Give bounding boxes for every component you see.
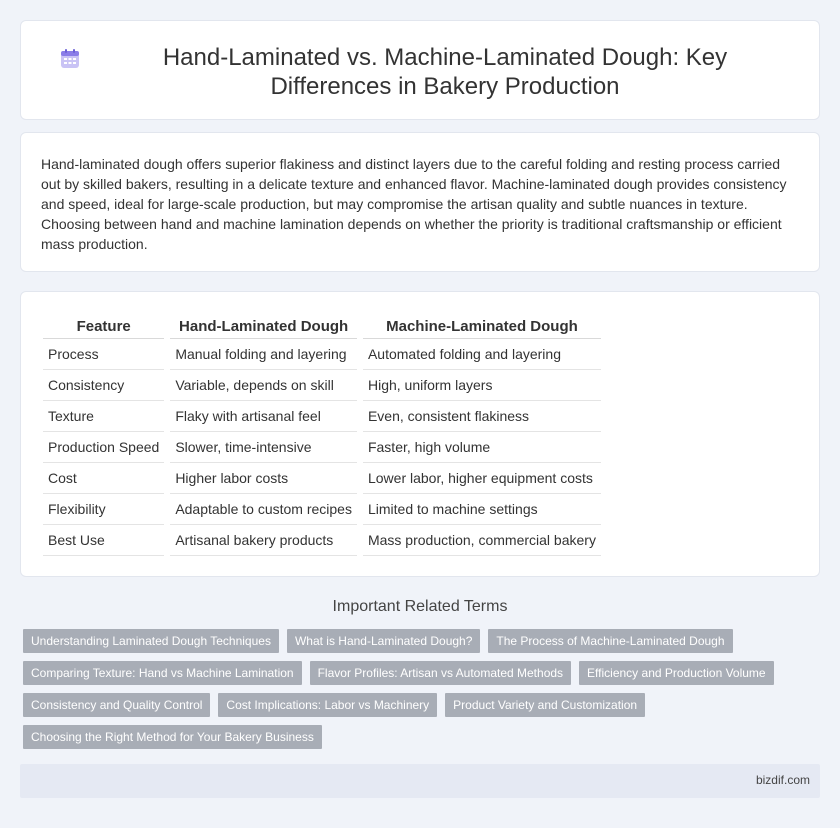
summary-card [20, 132, 820, 272]
page-title: Hand-Laminated vs. Machine-Laminated Dough: Key Differences in Bakery Production [162, 44, 728, 100]
comparison-card [20, 291, 820, 577]
header-card [20, 20, 820, 120]
tag-row [23, 725, 823, 749]
column-header-feature: Feature [43, 316, 164, 339]
cell-machine: Lower labor, higher equipment costs [363, 463, 601, 494]
related-term-tag[interactable]: Efficiency and Production Volume [579, 661, 774, 685]
cell-hand: Flaky with artisanal feel [170, 401, 357, 432]
cell-machine: Mass production, commercial bakery [363, 525, 601, 556]
cell-feature: Cost [43, 463, 164, 494]
cell-machine: High, uniform layers [363, 370, 601, 401]
column-header-machine: Machine-Laminated Dough [363, 316, 601, 339]
related-term-tag[interactable]: What is Hand-Laminated Dough? [287, 629, 480, 653]
comparison-table [43, 316, 601, 556]
tag-row [23, 693, 823, 717]
related-term-tag[interactable]: Choosing the Right Method for Your Bakery Business [23, 725, 322, 749]
table-header-row [43, 316, 601, 339]
related-term-tag[interactable]: Cost Implications: Labor vs Machinery [218, 693, 437, 717]
table-row [43, 525, 601, 556]
table-row [43, 401, 601, 432]
cell-hand: Artisanal bakery products [170, 525, 357, 556]
cell-hand: Adaptable to custom recipes [170, 494, 357, 525]
cell-machine: Faster, high volume [363, 432, 601, 463]
cell-feature: Best Use [43, 525, 164, 556]
tag-row [23, 661, 823, 685]
cell-feature: Consistency [43, 370, 164, 401]
cell-feature: Process [43, 339, 164, 370]
related-term-tag[interactable]: Understanding Laminated Dough Techniques [23, 629, 279, 653]
column-header-hand: Hand-Laminated Dough [170, 316, 357, 339]
cell-machine: Automated folding and layering [363, 339, 601, 370]
summary-text: Hand-laminated dough offers superior flakiness and distinct layers due to the careful folding and resting process carried out by skilled bakers, resulting in a delicate texture and enhanced flavor. Machine-laminated dough provides consistency and speed, ideal for large-scale production, but may compromise the artisan quality and subtle nuances in texture. Choosing between hand and machine lamination depends on whether the priority is traditional craftsmanship or efficient mass production. [41, 156, 787, 252]
table-row [43, 339, 601, 370]
cell-machine: Even, consistent flakiness [363, 401, 601, 432]
cell-hand: Slower, time-intensive [170, 432, 357, 463]
related-terms-list [23, 629, 823, 757]
related-term-tag[interactable]: Comparing Texture: Hand vs Machine Lamination [23, 661, 302, 685]
footer [20, 764, 820, 798]
table-row [43, 463, 601, 494]
cell-feature: Production Speed [43, 432, 164, 463]
calendar-icon [59, 48, 81, 70]
header [21, 43, 819, 101]
cell-hand: Variable, depends on skill [170, 370, 357, 401]
cell-hand: Manual folding and layering [170, 339, 357, 370]
cell-machine: Limited to machine settings [363, 494, 601, 525]
cell-hand: Higher labor costs [170, 463, 357, 494]
related-term-tag[interactable]: The Process of Machine-Laminated Dough [488, 629, 732, 653]
tag-row [23, 629, 823, 653]
cell-feature: Flexibility [43, 494, 164, 525]
related-term-tag[interactable]: Consistency and Quality Control [23, 693, 210, 717]
table-row [43, 370, 601, 401]
related-terms-title: Important Related Terms [332, 598, 508, 615]
cell-feature: Texture [43, 401, 164, 432]
table-row [43, 494, 601, 525]
footer-site[interactable]: bizdif.com [755, 773, 810, 787]
related-term-tag[interactable]: Flavor Profiles: Artisan vs Automated Methods [310, 661, 571, 685]
related-term-tag[interactable]: Product Variety and Customization [445, 693, 645, 717]
table-row [43, 432, 601, 463]
